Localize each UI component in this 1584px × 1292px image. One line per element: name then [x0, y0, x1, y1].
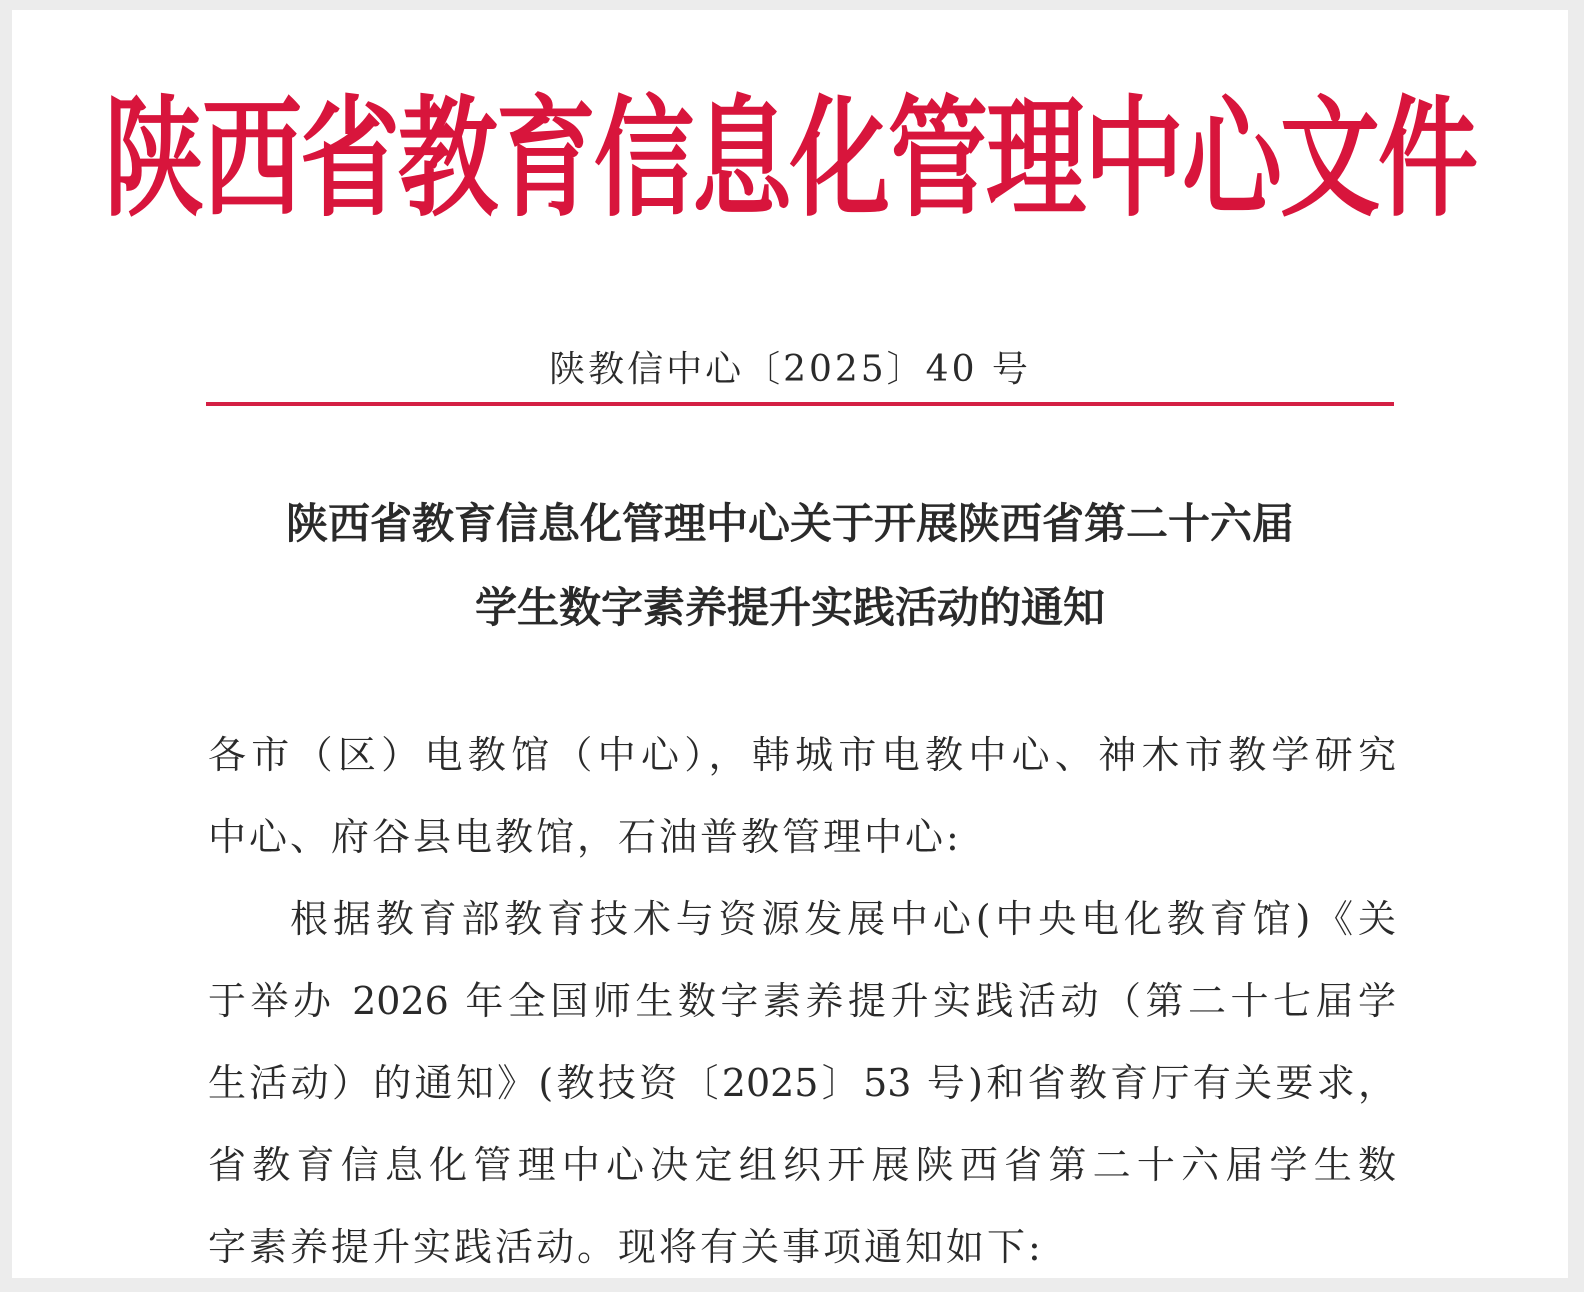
red-divider-rule: [206, 402, 1394, 406]
body-paragraph-line: 根据教育部教育技术与资源发展中心(中央电化教育馆)《关: [290, 897, 1396, 941]
document-masthead: 陕西省教育信息化管理中心文件: [104, 82, 1476, 235]
body-paragraph-line: 省教育信息化管理中心决定组织开展陕西省第二十六届学生数: [208, 1143, 1396, 1187]
recipient-line: 各市（区）电教馆（中心），韩城市电教中心、神木市教学研究: [208, 733, 1396, 777]
notice-body: [208, 714, 1396, 1278]
body-paragraph-line: 生活动）的通知》(教技资〔2025〕53 号)和省教育厅有关要求，: [208, 1061, 1396, 1105]
notice-title-line: 陕西省教育信息化管理中心关于开展陕西省第二十六届: [285, 499, 1294, 548]
body-paragraph-line: 于举办 2026 年全国师生数字素养提升实践活动（第二十七届学: [208, 979, 1396, 1023]
body-paragraph-line: 字素养提升实践活动。现将有关事项通知如下:: [208, 1225, 1044, 1269]
document-number: 陕教信中心〔2025〕40 号: [549, 349, 1031, 390]
notice-title: [162, 482, 1418, 650]
recipient-line: 中心、府谷县电教馆，石油普教管理中心:: [208, 815, 962, 859]
notice-title-line: 学生数字素养提升实践活动的通知: [474, 583, 1105, 632]
document-page: [12, 10, 1568, 1278]
